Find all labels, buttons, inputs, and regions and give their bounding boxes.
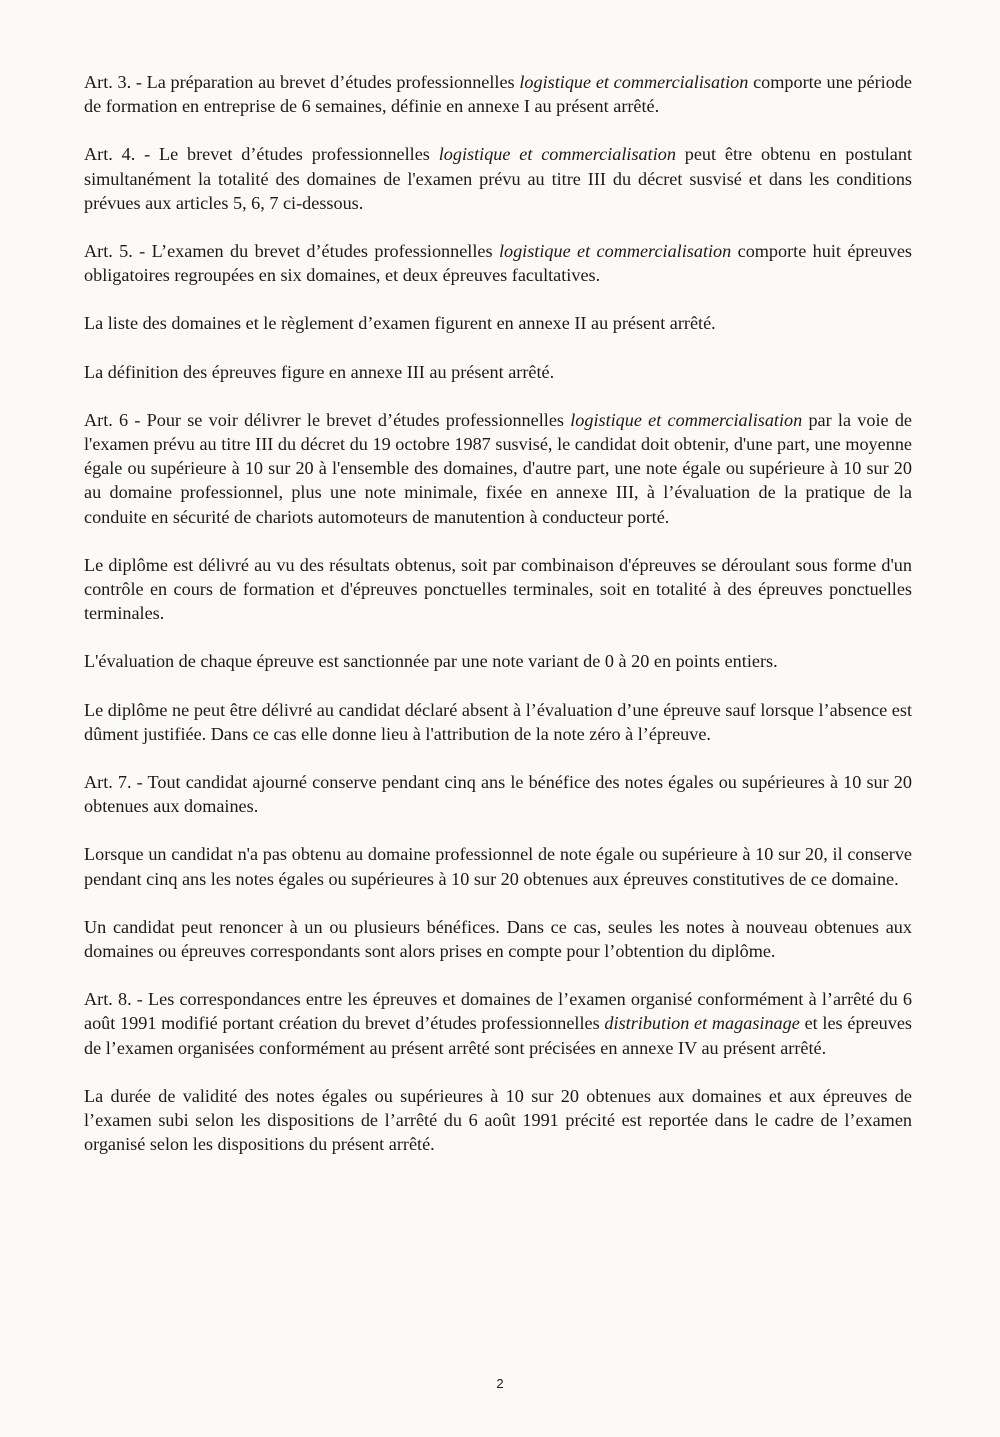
paragraph-text: par la voie de l'examen prévu au titre III du décret du 19 octobre 1987 susvisé, le candidat doit obtenir, d'une part, une moyenne égale ou supérieure à 10 sur 20 à l'ensemble des domaines, d'autre part, une note égale ou supérieure à 10 sur 20 au domaine professionnel, plus une note minimale, fixée en annexe III, à l’évaluation de la pratique de la conduite en sécurité de chariots automoteurs de manutention à conducteur porté. (84, 409, 912, 527)
paragraph-art7 (84, 770, 912, 818)
paragraph-text: L'évaluation de chaque épreuve est sanctionnée par une note variant de 0 à 20 en points entiers. (84, 651, 778, 672)
paragraph-text: Art. 7. - Tout candidat ajourné conserve pendant cinq ans le bénéfice des notes égales ou supérieures à 10 sur 20 obtenues aux domaines. (84, 772, 912, 817)
paragraph-text: La définition des épreuves figure en annexe III au présent arrêté. (84, 361, 555, 382)
paragraph-text: Art. 3. - La préparation au brevet d’études professionnelles (84, 72, 520, 92)
paragraph-text: Art. 8. - Les correspondances entre les épreuves et domaines de l’examen organisé conformément à l’arrêté du 6 août 1991 modifié portant création du brevet d’études professionnelles (84, 989, 912, 1034)
paragraph-art6 (84, 408, 912, 529)
paragraph-art3 (84, 70, 912, 118)
italic-title-text: logistique et commercialisation (498, 241, 732, 262)
paragraph-text: comporte une période de formation en entreprise de 6 semaines, définie en annexe I au présent arrêté. (84, 72, 912, 117)
paragraph-text: peut être obtenu en postulant simultanément la totalité des domaines de l'examen prévu au titre III du décret susvisé et dans les conditions prévues aux articles 5, 6, 7 ci-dessous. (84, 144, 912, 213)
paragraph-text: et les épreuves de l’examen organisées conformément au présent arrêté sont précisées en annexe IV au présent arrêté. (84, 1013, 913, 1058)
paragraph-text: Lorsque un candidat n'a pas obtenu au domaine professionnel de note égale ou supérieure à 10 sur 20, il conserve pendant cinq ans les notes égales ou supérieures à 10 sur 20 obtenues aux épreuves constitutives de ce domaine. (84, 844, 912, 889)
paragraph-art5-liste (84, 311, 912, 335)
paragraph-art6-absence (84, 698, 912, 746)
paragraph-text: Un candidat peut renoncer à un ou plusieurs bénéfices. Dans ce cas, seules les notes à nouveau obtenues aux domaines ou épreuves correspondants sont alors prises en compte pour l’obtention du diplôme. (84, 916, 912, 962)
paragraph-art4 (84, 142, 912, 215)
paragraph-art7-renoncer (84, 915, 912, 963)
paragraph-text: Art. 4. - Le brevet d’études professionnelles (84, 144, 439, 165)
paragraph-art6-diplome (84, 553, 912, 626)
paragraph-art7-lorsque (84, 842, 912, 890)
italic-title-text: logistique et commercialisation (519, 72, 749, 92)
italic-title-text: logistique et commercialisation (438, 144, 676, 165)
paragraph-art5-definition (84, 360, 912, 384)
paragraph-text: La durée de validité des notes égales ou supérieures à 10 sur 20 obtenues aux domaines et aux épreuves de l’examen subi selon les dispositions de l’arrêté du 6 août 1991 précité est reportée dans le cadre de l’examen organisé selon les dispositions du présent arrêté. (84, 1085, 912, 1155)
paragraph-art8-validite (84, 1084, 912, 1157)
paragraph-art5 (84, 239, 912, 287)
paragraph-art8 (84, 987, 912, 1060)
italic-title-text: distribution et magasinage (604, 1013, 800, 1034)
paragraph-text: Art. 5. - L’examen du brevet d’études professionnelles (84, 241, 499, 262)
paragraph-text: comporte huit épreuves obligatoires regroupées en six domaines, et deux épreuves facultatives. (84, 241, 912, 286)
paragraph-art6-evaluation (84, 649, 912, 673)
italic-title-text: logistique et commercialisation (570, 409, 803, 430)
paragraph-text: Le diplôme est délivré au vu des résultats obtenus, soit par combinaison d'épreuves se déroulant sous forme d'un contrôle en cours de formation et d'épreuves ponctuelles terminales, soit en totalité à des épreuves ponctuelles terminales. (84, 554, 912, 624)
paragraph-text: Art. 6 - Pour se voir délivrer le brevet d’études professionnelles (84, 409, 571, 430)
document-body (84, 70, 912, 1181)
paragraph-text: Le diplôme ne peut être délivré au candidat déclaré absent à l’évaluation d’une épreuve sauf lorsque l’absence est dûment justifiée. Dans ce cas elle donne lieu à l'attribution de la note zéro à l’épreuve. (84, 699, 912, 744)
paragraph-text: La liste des domaines et le règlement d’examen figurent en annexe II au présent arrêté. (84, 313, 716, 334)
page-number: 2 (496, 1376, 504, 1391)
